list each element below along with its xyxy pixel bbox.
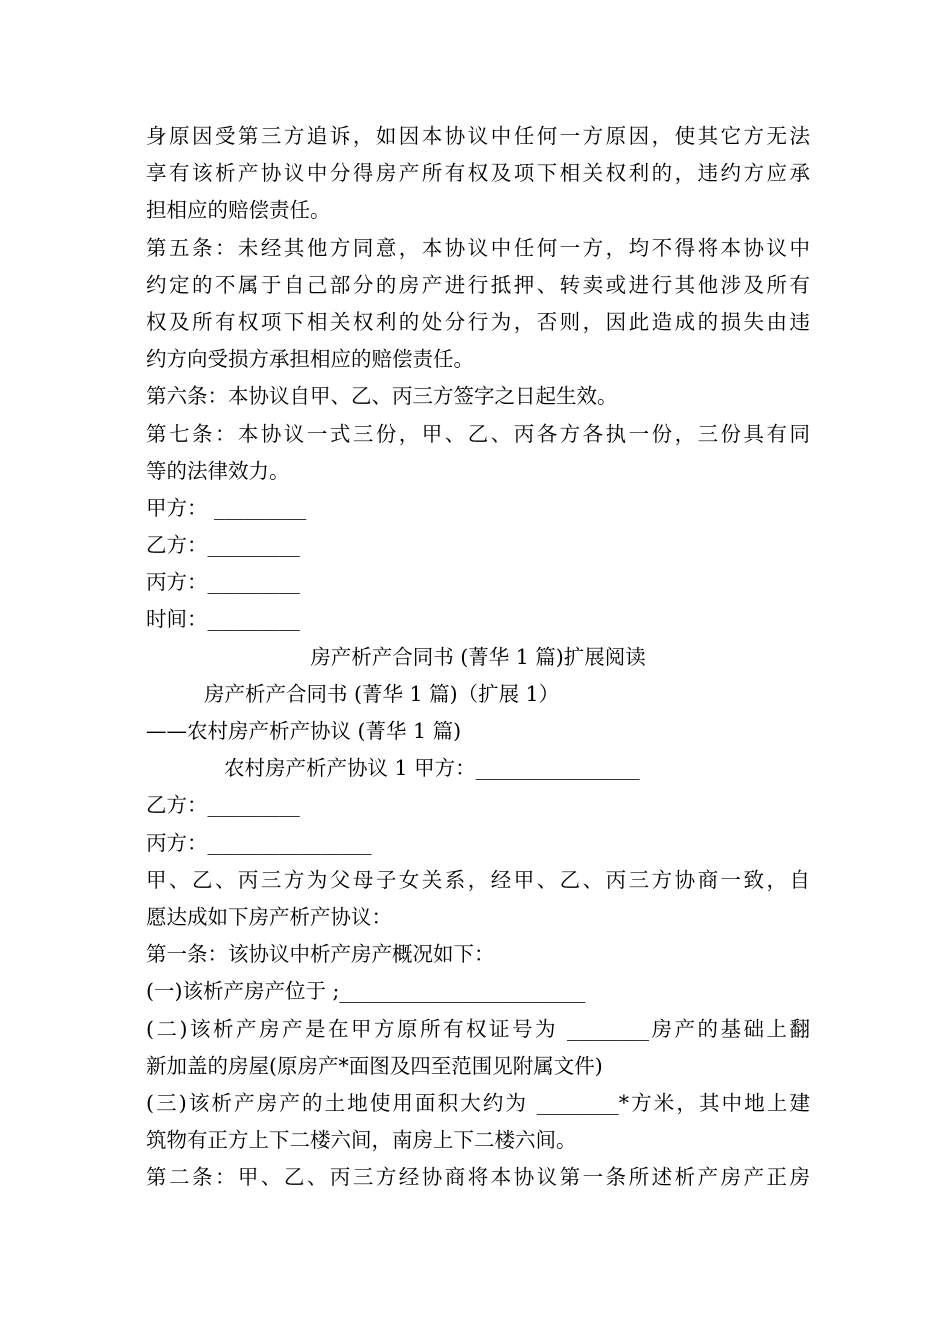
paragraph-line: 权及所有权项下相关权利的处分行为，否则，因此造成的损失由违 [146, 309, 810, 334]
section-subheading: ——农村房产析产协议 (菁华 1 篇) [146, 719, 462, 743]
paragraph-line: 享有该析产协议中分得房产所有权及项下相关权利的，违约方应承 [146, 161, 810, 186]
clause-line: 筑物有正方上下二楼六间，南房上下二楼六间。 [146, 1128, 577, 1153]
article-7-line: 第七条：本协议一式三份，甲、乙、丙各方各执一份，三份具有同 [146, 421, 810, 446]
paragraph-line: 甲、乙、丙三方为父母子女关系，经甲、乙、丙三方协商一致，自 [146, 867, 810, 892]
clause-line: (三)该析产房产的土地使用面积大约为 ________*方米，其中地上建 [146, 1090, 810, 1115]
paragraph-line: 愿达成如下房产析产协议： [146, 904, 392, 929]
clause-line: (二)该析产房产是在甲方原所有权证号为 ________房产的基础上翻 [146, 1016, 810, 1041]
party-b-signature: 乙方：_________ [146, 533, 300, 558]
article-5-line: 第五条：未经其他方同意，本协议中任何一方，均不得将本协议中 [146, 235, 810, 260]
paragraph-line: 约方向受损方承担相应的赔偿责任。 [146, 347, 474, 372]
paragraph-line: 约定的不属于自己部分的房产进行抵押、转卖或进行其他涉及所有 [146, 272, 810, 297]
section-heading: 房产析产合同书 (菁华 1 篇)扩展阅读 [310, 644, 646, 669]
document-body [146, 118, 810, 1196]
clause-line: (一)该析产房产位于 ;________________________ [146, 979, 586, 1004]
paragraph-line: 担相应的赔偿责任。 [146, 198, 331, 223]
article-6-line: 第六条：本协议自甲、乙、丙三方签字之日起生效。 [146, 384, 618, 409]
section-subheading: 房产析产合同书 (菁华 1 篇)（扩展 1） [204, 681, 560, 706]
clause-line: 新加盖的房屋(原房产*面图及四至范围见附属文件) [146, 1053, 603, 1078]
article-1-line: 第一条：该协议中析产房产概况如下： [146, 942, 495, 967]
paragraph-line: 身原因受第三方追诉，如因本协议中任何一方原因，使其它方无法 [146, 124, 810, 148]
party-b-field: 乙方：_________ [146, 793, 300, 818]
party-c-field: 丙方：________________ [146, 830, 372, 855]
date-signature: 时间：_________ [146, 607, 300, 632]
paragraph-line: 等的法律效力。 [146, 458, 290, 483]
agreement-title-line: 农村房产析产协议 1 甲方：________________ [224, 756, 640, 781]
article-2-line: 第二条：甲、乙、丙三方经协商将本协议第一条所述析产房产正房 [146, 1165, 810, 1190]
party-a-signature: 甲方： _________ [146, 495, 307, 520]
party-c-signature: 丙方：_________ [146, 570, 300, 595]
